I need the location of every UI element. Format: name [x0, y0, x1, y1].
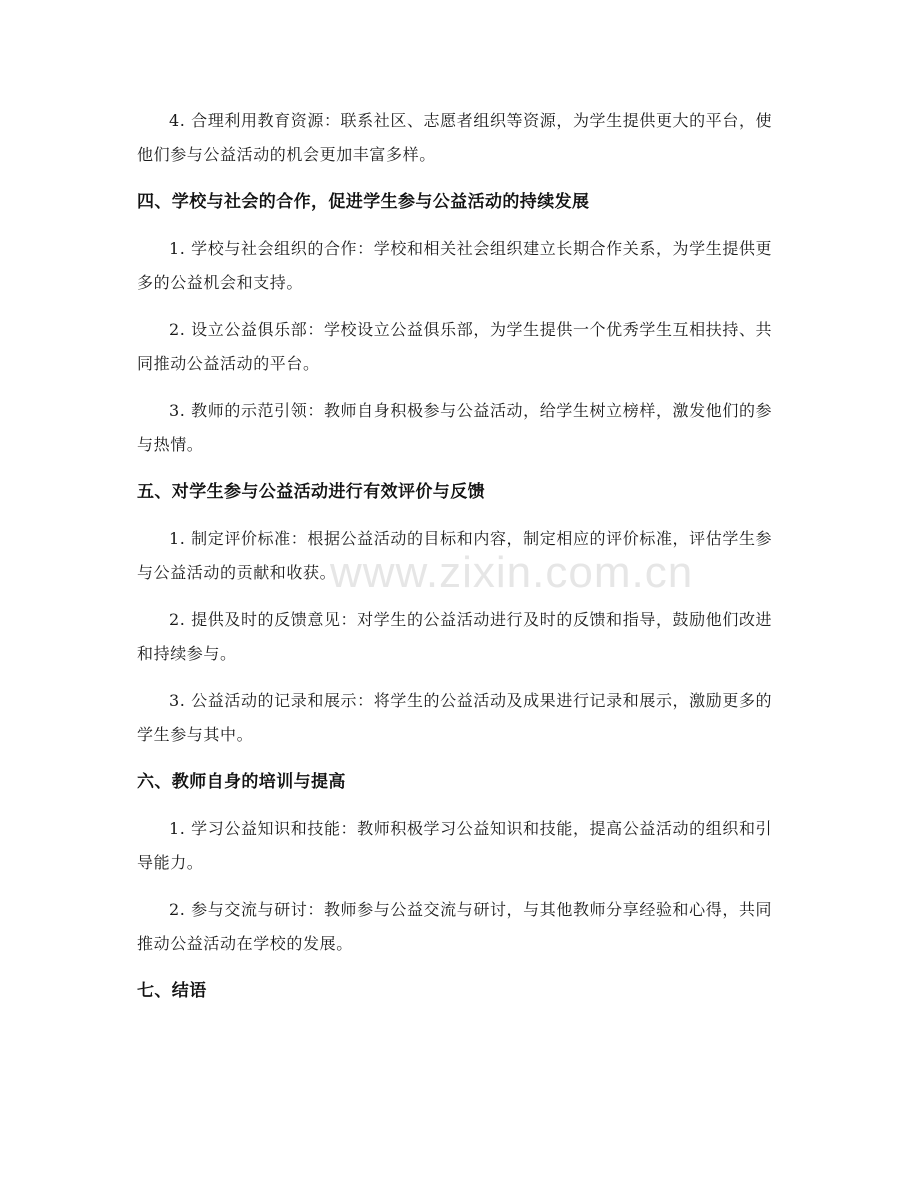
paragraph: 1. 学校与社会组织的合作：学校和相关社会组织建立长期合作关系，为学生提供更多的公益机会和支持。	[137, 239, 773, 292]
section-heading: 五、对学生参与公益活动进行有效评价与反馈	[137, 482, 485, 502]
paragraph: 2. 设立公益俱乐部：学校设立公益俱乐部，为学生提供一个优秀学生互相扶持、共同推动公益活动的平台。	[137, 320, 773, 373]
paragraph: 1. 学习公益知识和技能：教师积极学习公益知识和技能，提高公益活动的组织和引导能力。	[137, 819, 773, 872]
paragraph: 4. 合理利用教育资源：联系社区、志愿者组织等资源，为学生提供更大的平台，使他们参与公益活动的机会更加丰富多样。	[137, 111, 773, 164]
paragraph: 1. 制定评价标准：根据公益活动的目标和内容，制定相应的评价标准，评估学生参与公益活动的贡献和收获。	[137, 529, 773, 582]
section-heading: 六、教师自身的培训与提高	[137, 772, 346, 792]
section-heading: 七、结语	[137, 981, 207, 1001]
watermark: www.zixin.com.cn	[330, 548, 694, 597]
paragraph: 3. 教师的示范引领：教师自身积极参与公益活动，给学生树立榜样，激发他们的参与热情。	[137, 401, 773, 454]
paragraph: 2. 提供及时的反馈意见：对学生的公益活动进行及时的反馈和指导，鼓励他们改进和持续参与。	[137, 610, 773, 663]
paragraph: 2. 参与交流与研讨：教师参与公益交流与研讨，与其他教师分享经验和心得，共同推动公益活动在学校的发展。	[137, 900, 773, 953]
document-body	[137, 104, 785, 1021]
section-heading: 四、学校与社会的合作，促进学生参与公益活动的持续发展	[137, 192, 590, 212]
paragraph: 3. 公益活动的记录和展示：将学生的公益活动及成果进行记录和展示，激励更多的学生参与其中。	[137, 691, 773, 744]
